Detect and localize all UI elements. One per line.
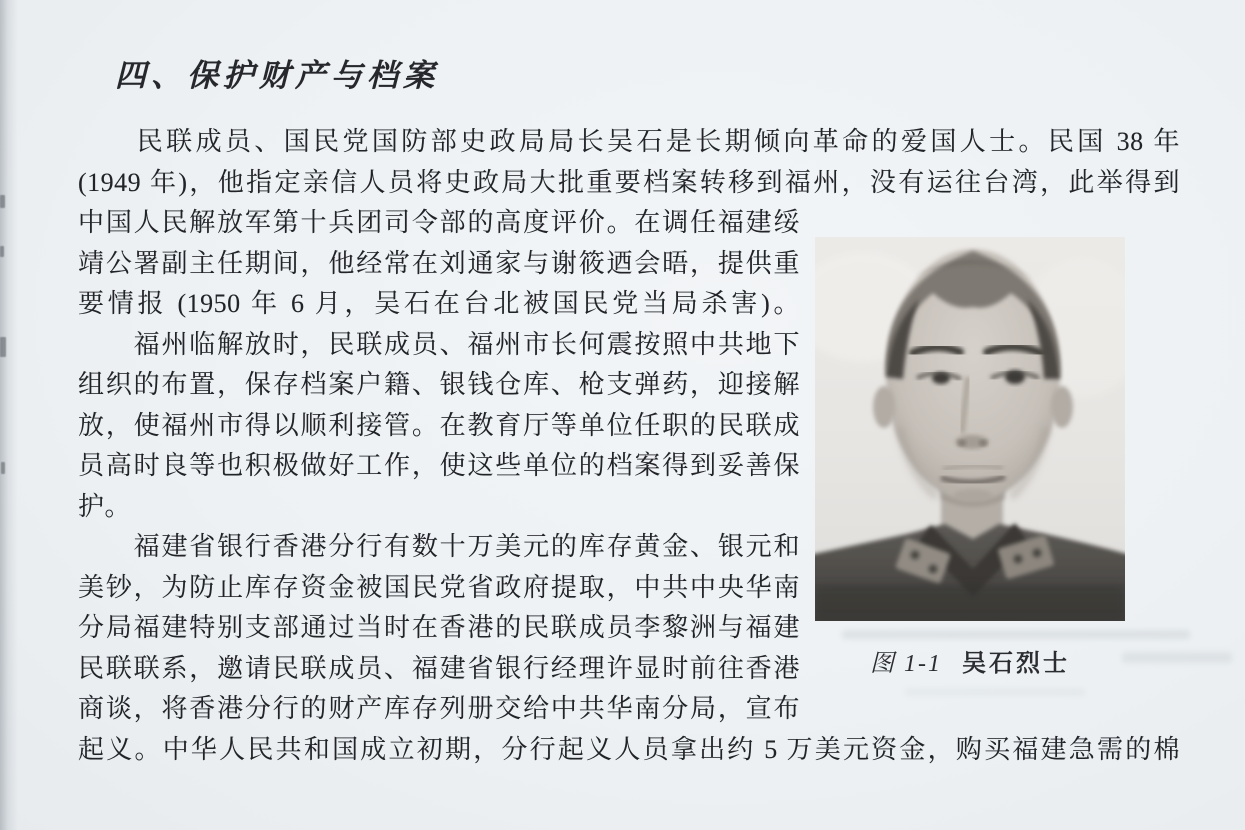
text-line: 靖公署副主任期间，他经常在刘通家与谢筱迺会晤，提供重 <box>78 248 800 278</box>
bleed-through-smudge <box>842 630 1190 639</box>
figure-caption-name: 吴石烈士 <box>962 650 1070 677</box>
edge-mark <box>0 195 5 208</box>
bleed-through-smudge <box>1122 652 1232 663</box>
text-line: 员高时良等也积极做好工作，使这些单位的档案得到妥善保 <box>78 451 800 480</box>
edge-mark <box>0 246 4 257</box>
text-line: 美钞，为防止库存资金被国民党省政府提取，中共中央华南 <box>78 572 800 602</box>
text-line: 起义。中华人民共和国成立初期，分行起义人员拿出约 5 万美元资金，购买福建急需的棉 <box>78 734 1180 764</box>
page-content <box>78 54 1180 770</box>
text-line: 护。 <box>78 491 132 521</box>
text-line: 分局福建特别支部通过当时在香港的民联成员李黎洲与福建 <box>78 613 800 642</box>
text-line: 商谈，将香港分行的财产库存列册交给中共华南分局，宣布 <box>78 694 800 723</box>
section-heading: 四、保护财产与档案 <box>115 58 439 93</box>
text-line: (1949 年)，他指定亲信人员将史政局大批重要档案转移到福州，没有运往台湾，此举得到 <box>78 167 1180 197</box>
edge-mark <box>0 337 6 357</box>
page-edge-shadow <box>0 0 18 830</box>
text-line: 民联成员、国民党国防部史政局局长吴石是长期倾向革命的爱国人士。民国 38 年 <box>78 127 1180 156</box>
figure-caption-label: 图 1-1 <box>870 651 942 677</box>
text-line: 放，使福州市得以顺利接管。在教育厅等单位任职的民联成 <box>78 410 800 440</box>
text-line: 要情报 (1950 年 6 月，吴石在台北被国民党当局杀害)。 <box>78 289 800 318</box>
wu-shi-portrait-image <box>815 237 1125 621</box>
figure-wu-shi <box>800 203 1180 718</box>
bleed-through-smudge <box>905 688 1085 696</box>
text-line: 民联联系，邀请民联成员、福建省银行经理许显时前往香港 <box>78 653 800 683</box>
body-text <box>78 122 1180 770</box>
figure-caption <box>815 643 1125 678</box>
text-line: 福建省银行香港分行有数十万美元的库存黄金、银元和 <box>78 532 800 561</box>
text-line: 福州临解放时，民联成员、福州市长何震按照中共地下 <box>78 329 800 359</box>
edge-mark <box>1 462 5 474</box>
portrait-photo <box>815 237 1125 621</box>
text-line: 组织的布置，保存档案户籍、银钱仓库、枪支弹药，迎接解 <box>78 370 800 399</box>
text-line: 中国人民解放军第十兵团司令部的高度评价。在调任福建绥 <box>78 208 800 237</box>
